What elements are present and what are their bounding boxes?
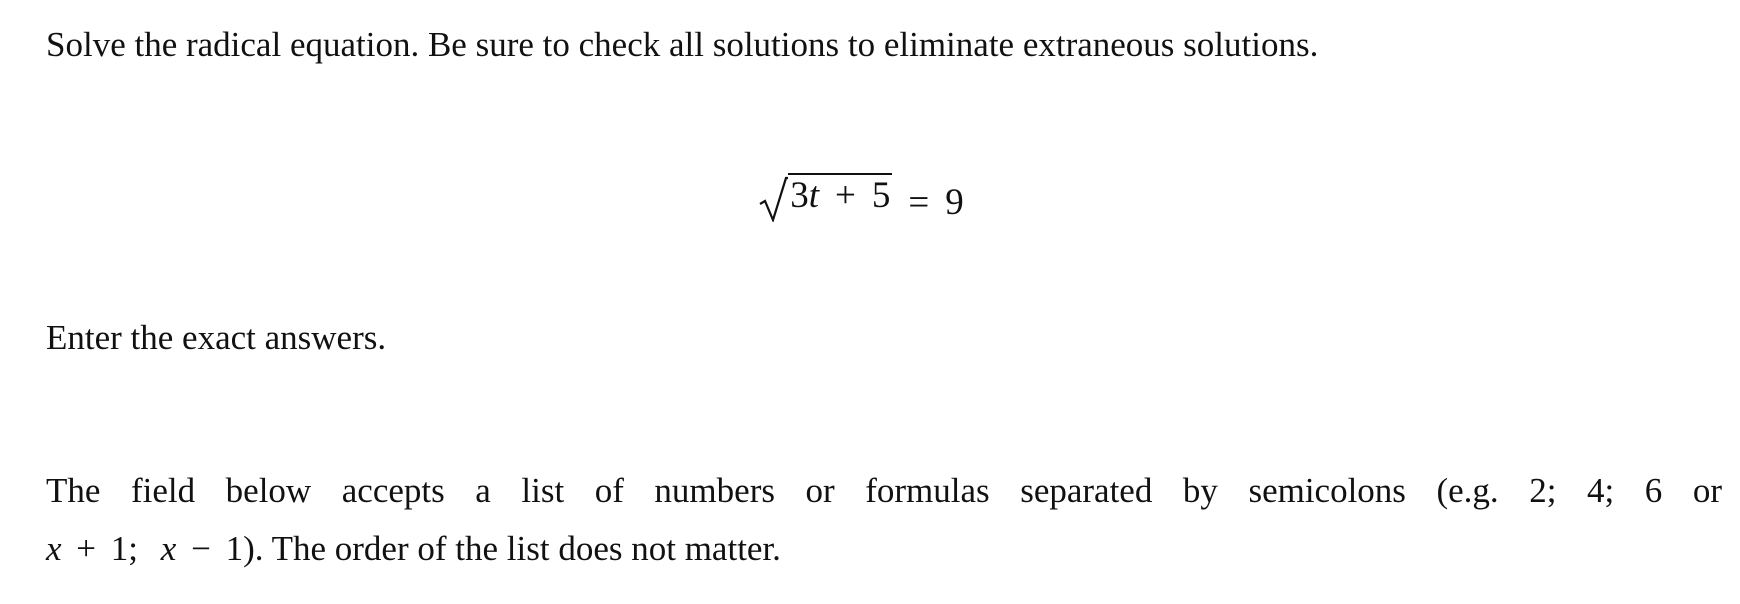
radical-equation xyxy=(0,168,1740,221)
format-note-order: The order of the list does not matter. xyxy=(271,529,781,568)
radical-sign-icon xyxy=(758,176,788,222)
format-note-line-2 xyxy=(46,520,781,578)
example-num-2: 1). xyxy=(225,529,264,568)
problem-instruction: Solve the radical equation. Be sure to check all solutions to eliminate extraneous solutions. xyxy=(46,25,1319,64)
format-note-line-1: The field below accepts a list of numbers or formulas separated by semicolons (e.g. 2; 4; 6 or xyxy=(46,471,1722,510)
radicand-constant: 5 xyxy=(871,175,891,216)
answer-prompt: Enter the exact answers. xyxy=(46,318,387,357)
radicand-coefficient: 3 xyxy=(790,175,809,216)
radicand-variable: t xyxy=(808,175,820,216)
square-root xyxy=(758,168,892,214)
example-op-2: − xyxy=(191,529,211,568)
example-num-1: 1; xyxy=(110,529,139,568)
radicand xyxy=(788,173,892,214)
radicand-operator: + xyxy=(835,175,856,216)
example-op-1: + xyxy=(76,529,97,568)
example-var-1: x xyxy=(46,529,62,568)
example-var-2: x xyxy=(160,529,177,568)
equals-sign: = xyxy=(908,182,930,223)
equation-rhs: 9 xyxy=(945,182,964,223)
